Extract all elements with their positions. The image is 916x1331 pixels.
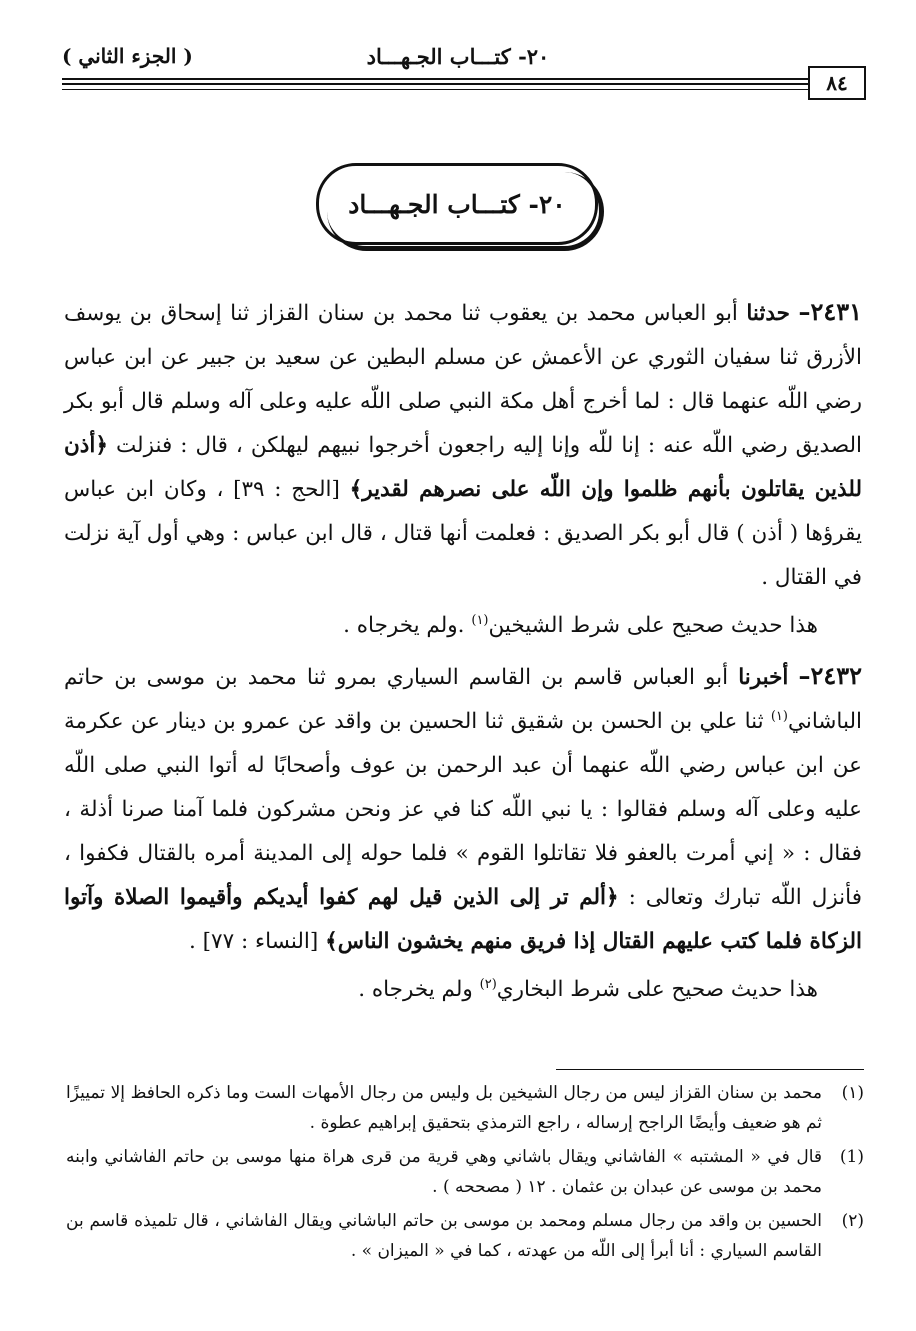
footnote-ref: (١) [471,612,489,628]
verdict-text: هذا حديث صحيح على شرط البخاري [496,977,818,1002]
footnote [66,1142,864,1202]
hadith-text: أبو العباس قاسم بن القاسم السياري بمرو ثنا محمد بن موسى بن حاتم الباشاني [64,665,862,734]
hadith-text: ، وكان ابن عباس يقرؤها ( أذن ) قال أبو بكر الصديق : فعلمت أنها قتال ، قال ابن عباس : وهي أول آية نزلت في القتال . [64,477,862,590]
header-rule [62,83,816,85]
hadith-lead: حدثنا [746,301,790,326]
hadith-number: ٢٤٣٢– [798,661,863,690]
hadith-paragraph [64,290,862,600]
quran-verse: ﴿ألم تر إلى الذين قيل لهم كفوا أيديكم وأقيموا الصلاة وآتوا الزكاة فلما كتب عليهم القتال إذا فريق منهم يخشون الناس﴾ [64,885,862,954]
footnote [66,1206,864,1266]
header-rule [62,78,816,80]
footnote-text: الحسين بن واقد من رجال مسلم ومحمد بن موسى بن حاتم الباشاني ويقال الفاشاني ، قال تلميذه قاسم بن القاسم السياري : أنا أبرأ إلى اللّه من عهدته ، كما في « الميزان » . [66,1211,822,1261]
running-title: ٢٠- كتـــاب الجـهـــاد [366,44,550,69]
footnote-mark: (١) [841,1083,864,1103]
main-text [64,290,862,1018]
footnote-mark: (٢) [841,1211,864,1231]
hadith-lead: أخبرنا [738,665,789,690]
footnote-ref: (٢) [479,976,497,992]
footnote-ref: (١) [770,708,788,724]
hadith-verdict [64,968,862,1012]
hadith-text: ثنا علي بن الحسن بن شقيق ثنا الحسين بن واقد عن عمرو بن دينار عن عكرمة عن ابن عباس رضي اللّه عنهما أن عبد الرحمن بن عوف وأصحابًا له أتوا النبي صلى اللّه عليه وعلى آله وسلم فقالوا : يا نبي اللّه كنا في عز ونحن مشركون فلما آمنا صرنا أذلة ، فقال : « إني أمرت بالعفو فلا تقاتلوا القوم » فلما حوله إلى المدينة أمره بالقتال فكفوا ، فأنزل اللّه تبارك وتعالى : [64,709,862,910]
footnote [66,1078,864,1138]
chapter-cartouche [316,163,598,245]
footnotes [66,1078,864,1270]
page-number: ٨٤ [808,66,866,100]
footnote-text: قال في « المشتبه » الفاشاني ويقال باشاني وهي قرية من قرى هراة منها موسى بن حاتم الفاشاني وابنه محمد بن موسى عن عبدان بن عثمان . ١٢ ( مصححه ) . [66,1147,822,1197]
verdict-text: ولم يخرجاه . [358,977,473,1002]
hadith-text: أبو العباس محمد بن يعقوب ثنا محمد بن سنان القزاز ثنا إسحاق بن يوسف الأزرق ثنا سفيان الثوري عن الأعمش عن مسلم البطين عن سعيد بن جبير عن ابن عباس رضي اللّه عنهما قال : لما أخرج أهل مكة النبي صلى اللّه عليه وعلى آله وسلم قال أبو بكر الصديق رضي اللّه عنه : إنا للّه وإنا إليه راجعون أخرجوا نبيهم ليهلكن ، قال : فنزلت [64,301,862,458]
verdict-text: .ولم يخرجاه . [343,613,465,638]
verdict-text: هذا حديث صحيح على شرط الشيخين [488,613,818,638]
quran-reference: [النساء : ٧٧] . [188,929,319,954]
header-rule [62,89,816,90]
running-header [62,44,854,74]
chapter-title: ٢٠- كتـــاب الجـهـــاد [348,190,566,219]
hadith-verdict [64,604,862,648]
quran-verse: ﴿أذن للذين يقاتلون بأنهم ظلموا وإن اللّه على نصرهم لقدير﴾ [64,433,862,502]
footnote-separator [556,1069,864,1070]
footnote-mark: (1) [839,1147,864,1167]
quran-reference: [الحج : ٣٩] [233,477,340,502]
hadith-paragraph [64,654,862,964]
volume-label: ( الجزء الثاني ) [62,44,193,68]
hadith-number: ٢٤٣١– [798,297,862,326]
footnote-text: محمد بن سنان القزاز ليس من رجال الشيخين بل وليس من رجال الأمهات الست وما ذكره الحافظ إلا تمييزًا ثم هو ضعيف وأيضًا الراجح إرساله ، راجع الترمذي بتحقيق إبراهيم عطوة . [66,1083,822,1133]
